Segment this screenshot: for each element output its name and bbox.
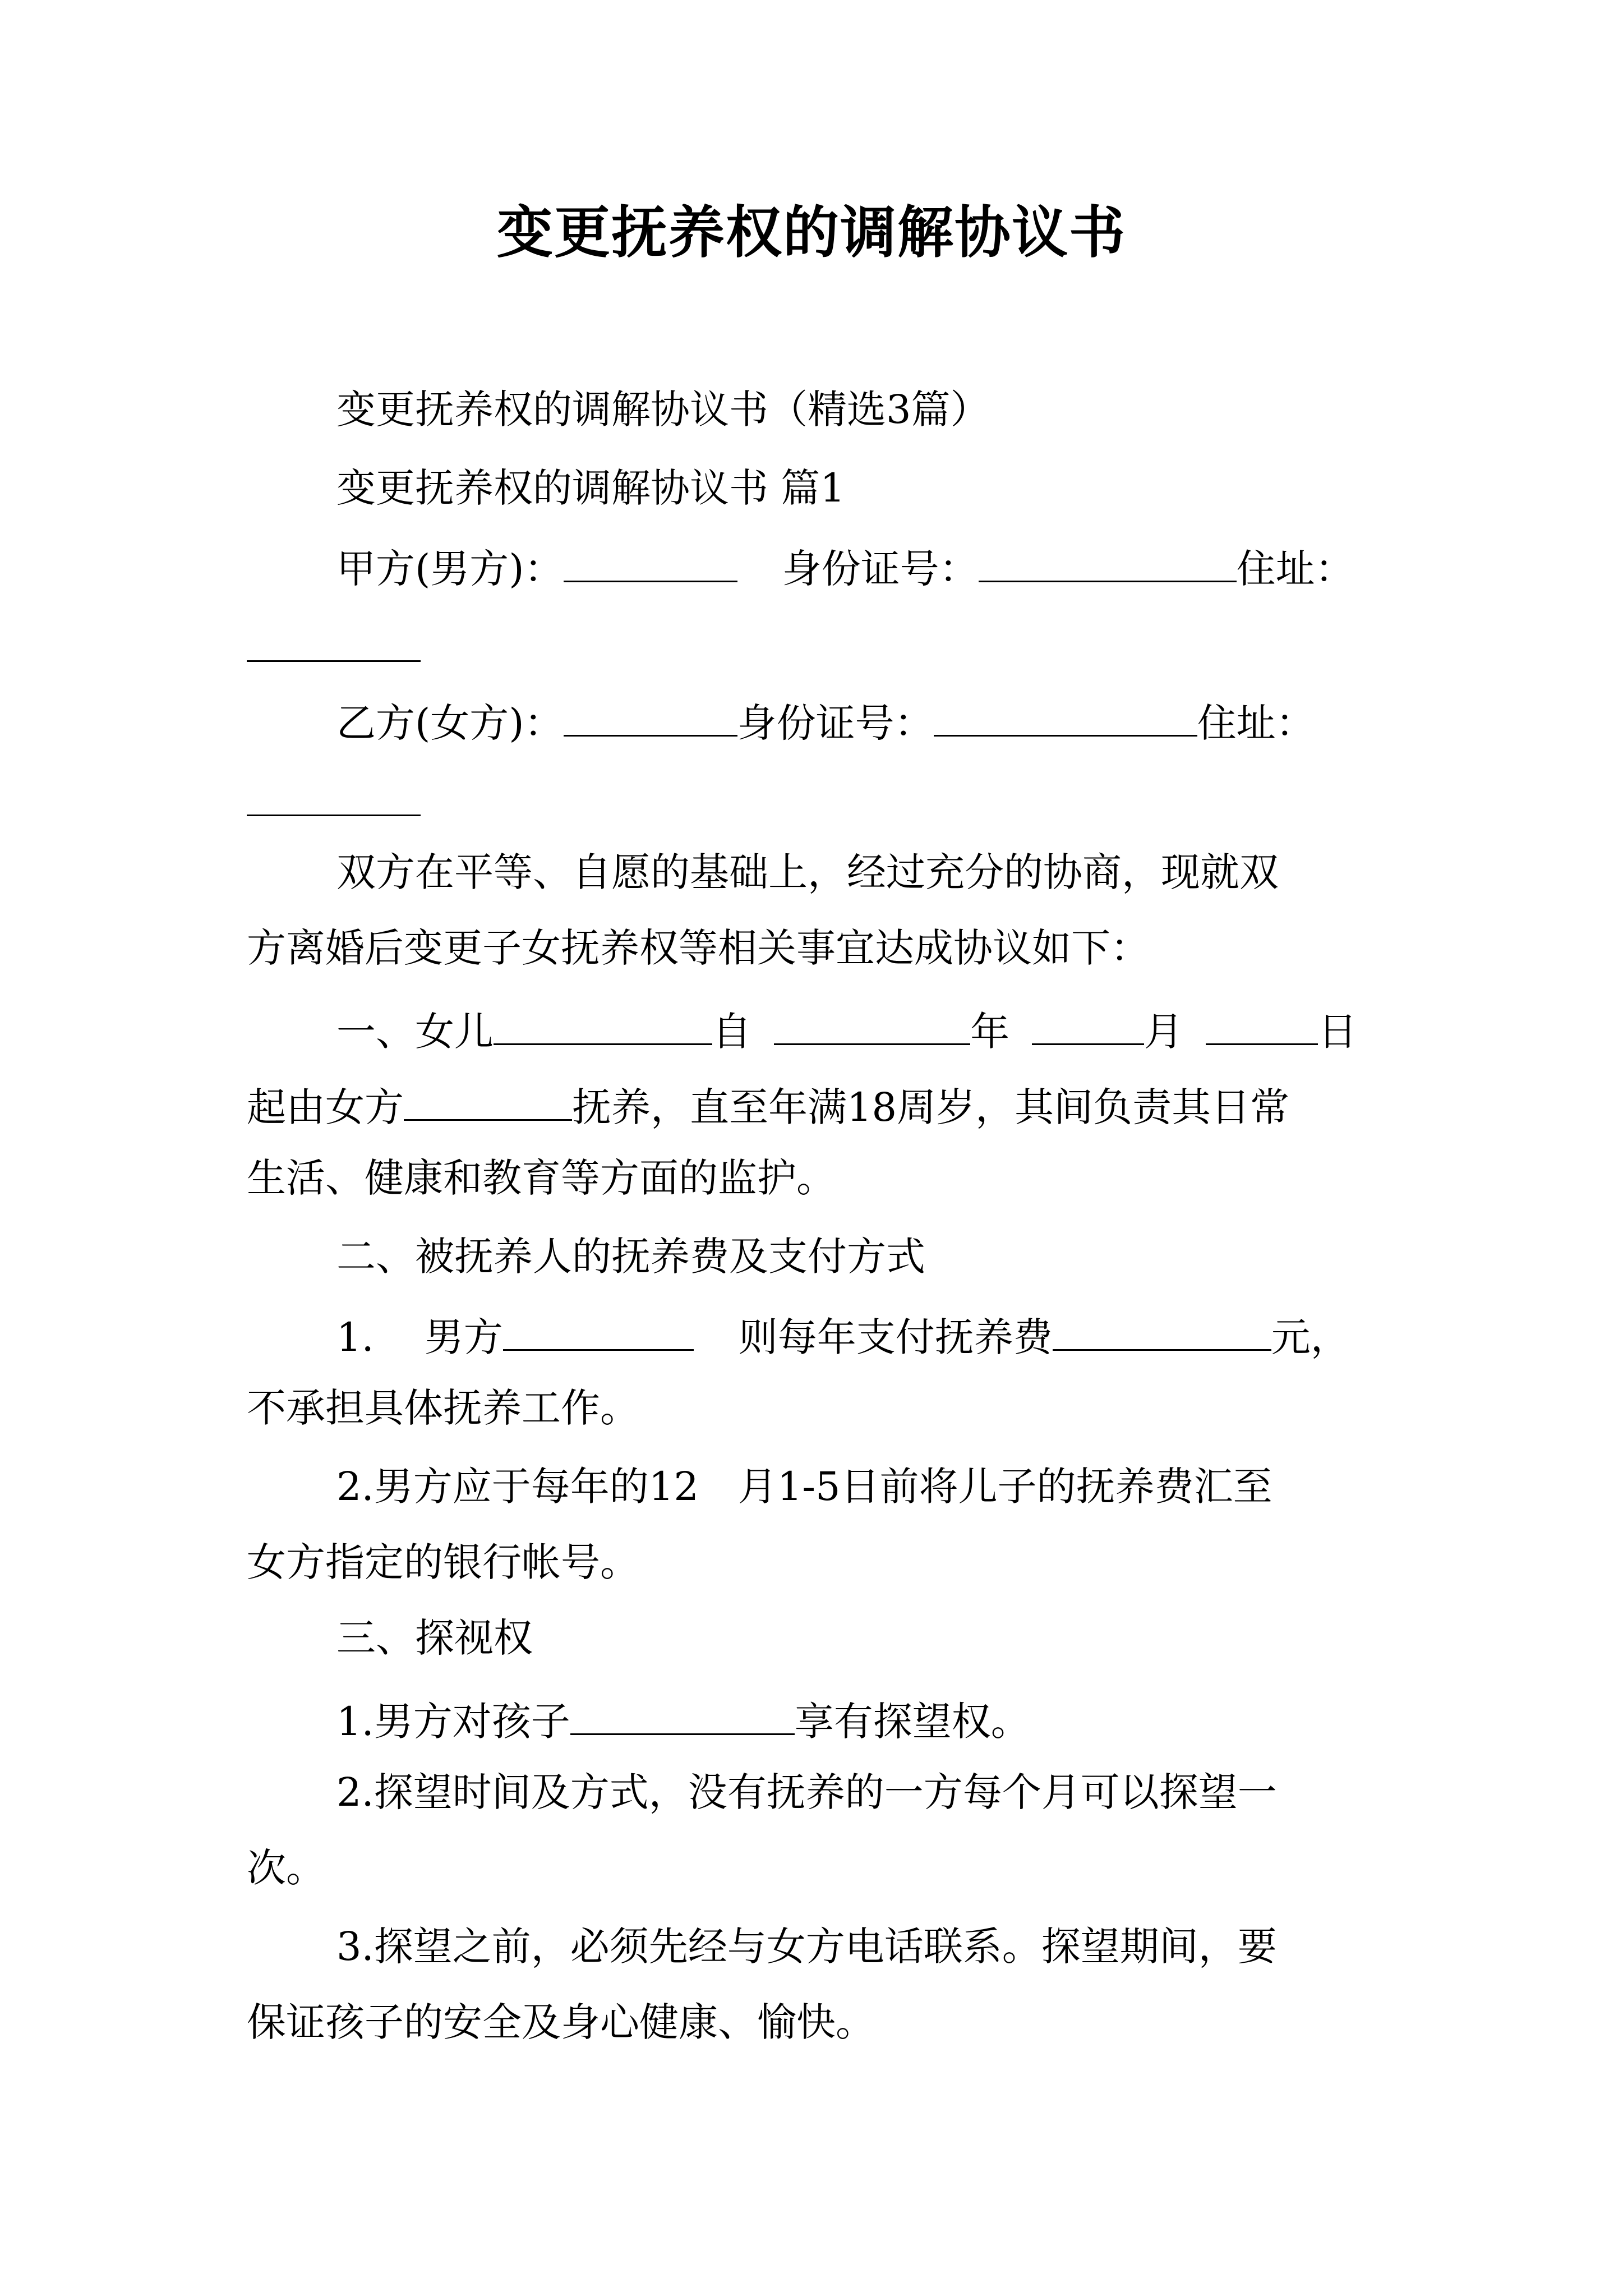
clause3-item1 <box>336 1688 1030 1750</box>
clause1-line-2 <box>247 1074 1289 1135</box>
clause1-from: 自 <box>712 1009 751 1055</box>
clause2-item2-line-2: 女方指定的银行帐号。 <box>247 1539 639 1585</box>
intro-line-2: 方离婚后变更子女抚养权等相关事宜达成协议如下： <box>247 925 1150 971</box>
clause3-heading: 三、探视权 <box>336 1615 533 1661</box>
clause1-line-1 <box>336 999 1357 1060</box>
clause2-item1-middle: 则每年支付抚养费 <box>738 1314 1053 1360</box>
clause1-day: 日 <box>1318 1009 1357 1055</box>
clause3-item1-prefix: 1.男方对孩子 <box>336 1699 570 1745</box>
clause1-line2-prefix: 起由女方 <box>247 1084 404 1130</box>
clause1-prefix: 一、女儿 <box>336 1009 494 1055</box>
clause1-line-3: 生活、健康和教育等方面的监护。 <box>247 1155 836 1201</box>
daughter-name-blank <box>494 999 712 1045</box>
mother-name-blank <box>404 1074 572 1121</box>
child-name-blank <box>570 1688 795 1735</box>
clause3-item2-line-2: 次。 <box>247 1845 325 1891</box>
month-blank <box>1032 999 1144 1045</box>
party-a-line <box>336 536 1354 597</box>
clause2-item2-line-1: 2.男方应于每年的12 月1-5日前将儿子的抚养费汇至 <box>336 1464 1272 1510</box>
party-b-line <box>336 690 1315 751</box>
clause3-item2-line-1: 2.探望时间及方式，没有抚养的一方每个月可以探望一 <box>336 1769 1277 1815</box>
party-a-address-label: 住址： <box>1236 546 1354 592</box>
support-amount-blank <box>1053 1304 1271 1351</box>
clause2-item1-line-2: 不承担具体抚养工作。 <box>247 1385 639 1431</box>
clause1-month: 月 <box>1144 1009 1183 1055</box>
party-a-name-blank <box>564 536 737 582</box>
party-b-name-blank <box>564 690 737 737</box>
clause1-line2-suffix: 抚养，直至年满18周岁，其间负责其日常 <box>572 1084 1290 1130</box>
party-b-id-blank <box>934 690 1197 737</box>
clause3-item3-line-2: 保证孩子的安全及身心健康、愉快。 <box>247 1999 875 2045</box>
clause3-item1-suffix: 享有探望权。 <box>794 1699 1030 1745</box>
father-name-blank <box>503 1304 694 1351</box>
clause2-item1-number: 1. <box>336 1314 374 1360</box>
section-heading: 变更抚养权的调解协议书 篇1 <box>336 465 845 511</box>
clause2-item1-line-1 <box>336 1304 1350 1365</box>
document-subtitle: 变更抚养权的调解协议书（精选3篇） <box>336 386 990 432</box>
party-b-address-label: 住址： <box>1197 700 1315 746</box>
clause3-item3-line-1: 3.探望之前，必须先经与女方电话联系。探望期间，要 <box>336 1924 1277 1970</box>
document-title: 变更抚养权的调解协议书 <box>497 200 1126 265</box>
clause1-year: 年 <box>970 1009 1009 1055</box>
clause2-item1-prefix: 男方 <box>424 1314 503 1360</box>
intro-line-1: 双方在平等、自愿的基础上，经过充分的协商，现就双 <box>336 849 1279 895</box>
party-b-label: 乙方(女方)： <box>336 700 564 746</box>
party-b-id-label: 身份证号： <box>737 700 934 746</box>
year-blank <box>774 999 970 1045</box>
party-a-address-blank <box>247 660 421 662</box>
party-a-label: 甲方(男方)： <box>336 546 564 592</box>
clause2-heading: 二、被抚养人的抚养费及支付方式 <box>336 1234 925 1280</box>
day-blank <box>1206 999 1318 1045</box>
party-a-id-label: 身份证号： <box>782 546 979 592</box>
party-a-id-blank <box>979 536 1237 582</box>
clause2-item1-suffix: 元， <box>1271 1314 1350 1360</box>
party-b-address-blank <box>247 815 421 816</box>
